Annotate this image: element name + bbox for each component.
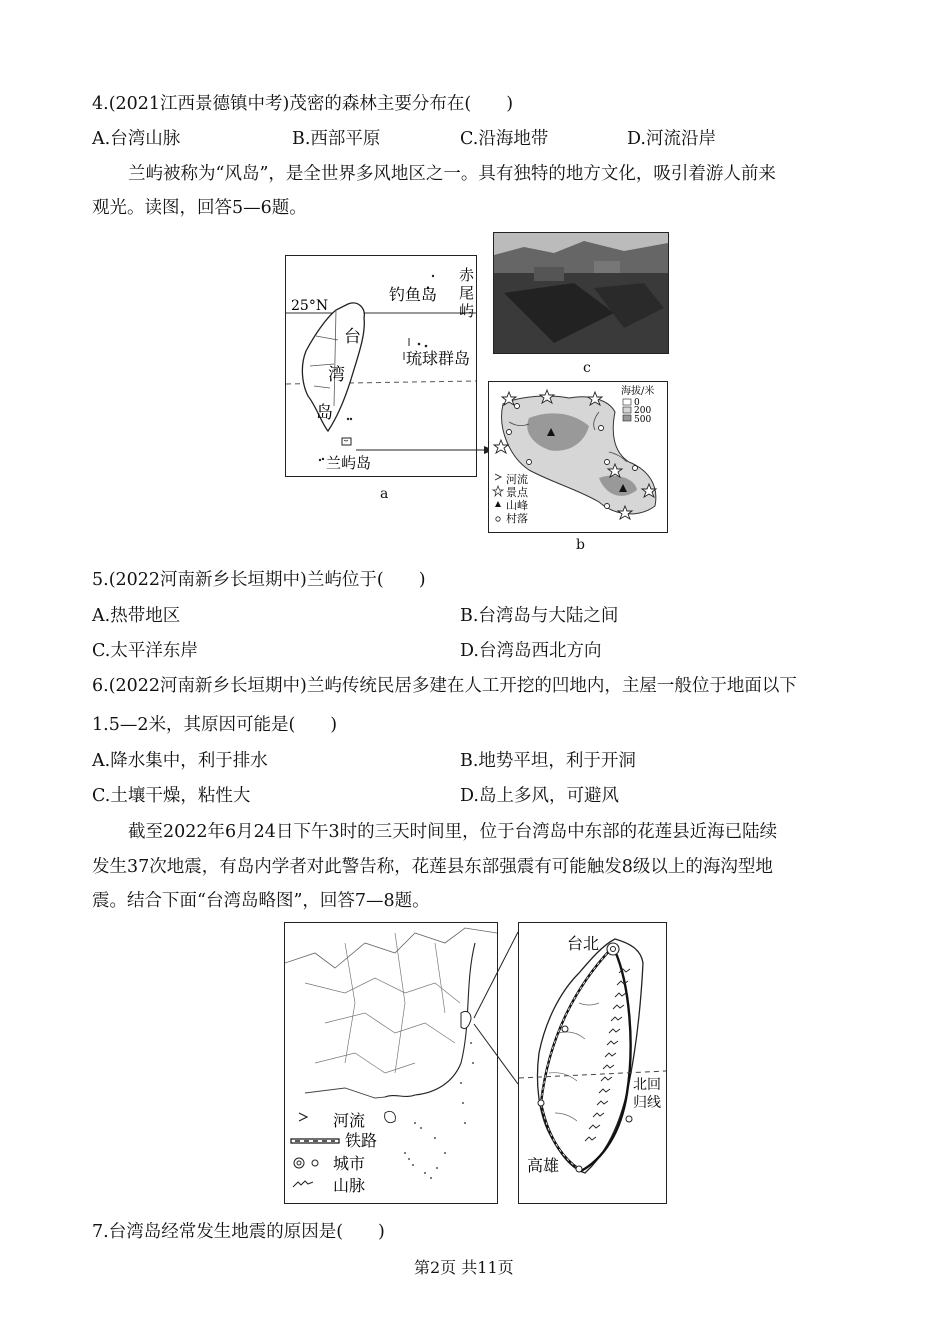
q4-option-d: D.河流沿岸: [627, 129, 716, 149]
q6-option-a: A.降水集中，利于排水: [92, 751, 268, 771]
elev-200: 200: [634, 406, 652, 416]
tropic-label-2: 归线: [633, 1095, 661, 1111]
kaohsiung-label: 高雄: [527, 1156, 560, 1175]
legend-railway: 铁路: [345, 1131, 378, 1150]
lat-label: 25°N: [291, 298, 329, 314]
intro78-line1: 截至2022年6月24日下午3时的三天时间里，位于台湾岛中东部的花莲县近海已陆续: [128, 822, 778, 842]
inset-arrow: [356, 440, 496, 460]
taiwan-char-3: 岛: [316, 403, 333, 423]
caption-a: a: [380, 486, 389, 502]
q7-stem: 7.台湾岛经常发生地震的原因是( ): [92, 1222, 385, 1242]
ryukyu-label: 琉球群岛: [406, 349, 471, 368]
q4-stem: 4.(2021江西景德镇中考)茂密的森林主要分布在( ): [92, 94, 514, 114]
river-legend-icon: [495, 474, 501, 480]
q6-stem-line2: 1.5—2米，其原因可能是( ): [92, 715, 338, 735]
intro78-line3: 震。结合下面“台湾岛略图”，回答7—8题。: [92, 891, 430, 911]
southeast-china-map: [285, 923, 497, 1203]
figure-taiwan-map: [518, 922, 667, 1204]
q5-option-a: A.热带地区: [92, 606, 181, 626]
legend-river: 河流: [506, 473, 528, 486]
chiwei-char-3: 屿: [459, 302, 475, 320]
inset-connector: [470, 928, 522, 1088]
q5-stem: 5.(2022河南新乡长垣期中)兰屿位于( ): [92, 570, 426, 590]
caption-b: b: [576, 537, 585, 553]
lanyu-island-map: [489, 382, 667, 532]
taiwan-island-map: [519, 923, 666, 1203]
intro56-line2: 观光。读图，回答5—6题。: [92, 198, 307, 218]
lanyu-label: 兰屿岛: [326, 454, 372, 472]
caption-c: c: [583, 360, 591, 376]
taiwan-char-1: 台: [344, 327, 361, 347]
intro78-line2: 发生37次地震，有岛内学者对此警告称，花莲县东部强震有可能触发8级以上的海沟型地: [92, 857, 773, 877]
diaoyu-label: 钓鱼岛: [389, 285, 438, 304]
peak-legend-icon: [495, 501, 501, 507]
elev-title: 海拔/米: [621, 386, 655, 397]
q6-option-b: B.地势平坦，利于开洞: [460, 751, 636, 771]
scenic-legend-icon: [493, 486, 503, 496]
tropic-label-1: 北回: [633, 1077, 661, 1093]
photo-c: [493, 232, 669, 354]
chiwei-char-2: 尾: [459, 284, 475, 302]
chiwei-char-1: 赤: [459, 266, 475, 284]
q5-option-d: D.台湾岛西北方向: [460, 641, 602, 661]
mountain-legend-icon: [293, 1181, 313, 1187]
q6-stem-line1: 6.(2022河南新乡长垣期中)兰屿传统民居多建在人工开挖的凹地内，主屋一般位于地面以下: [92, 676, 797, 696]
q4-option-c: C.沿海地带: [460, 129, 549, 149]
legend-scenic: 景点: [506, 486, 528, 499]
city-minor-legend-icon: [312, 1160, 318, 1166]
legend-river: 河流: [333, 1111, 366, 1130]
taipei-label: 台北: [567, 934, 600, 953]
figure-b-map: [488, 381, 668, 533]
page-footer: 第2页 共11页: [414, 1258, 514, 1277]
river-legend-icon: [299, 1113, 307, 1121]
elev-500: 500: [634, 415, 652, 425]
figure-mainland-map: [284, 922, 498, 1204]
q4-option-a: A.台湾山脉: [92, 129, 181, 149]
q4-option-b: B.西部平原: [292, 129, 381, 149]
taiwan-char-2: 湾: [328, 365, 345, 385]
elev-0: 0: [634, 398, 640, 408]
legend-mountain: 山脉: [333, 1176, 366, 1195]
q6-option-d: D.岛上多风，可避风: [460, 786, 619, 806]
legend-peak: 山峰: [506, 499, 528, 512]
q6-option-c: C.土壤干燥，粘性大: [92, 786, 251, 806]
legend-city: 城市: [333, 1154, 366, 1173]
legend-village: 村落: [506, 512, 528, 525]
lanyu-house-photo: [494, 233, 668, 353]
q5-option-b: B.台湾岛与大陆之间: [460, 606, 619, 626]
city-major-legend-icon: [294, 1158, 304, 1168]
village-legend-icon: [496, 517, 500, 521]
intro56-line1: 兰屿被称为“风岛”，是全世界多风地区之一。具有独特的地方文化，吸引着游人前来: [128, 164, 776, 184]
taipei-city-icon: [607, 943, 619, 955]
q5-option-c: C.太平洋东岸: [92, 641, 198, 661]
